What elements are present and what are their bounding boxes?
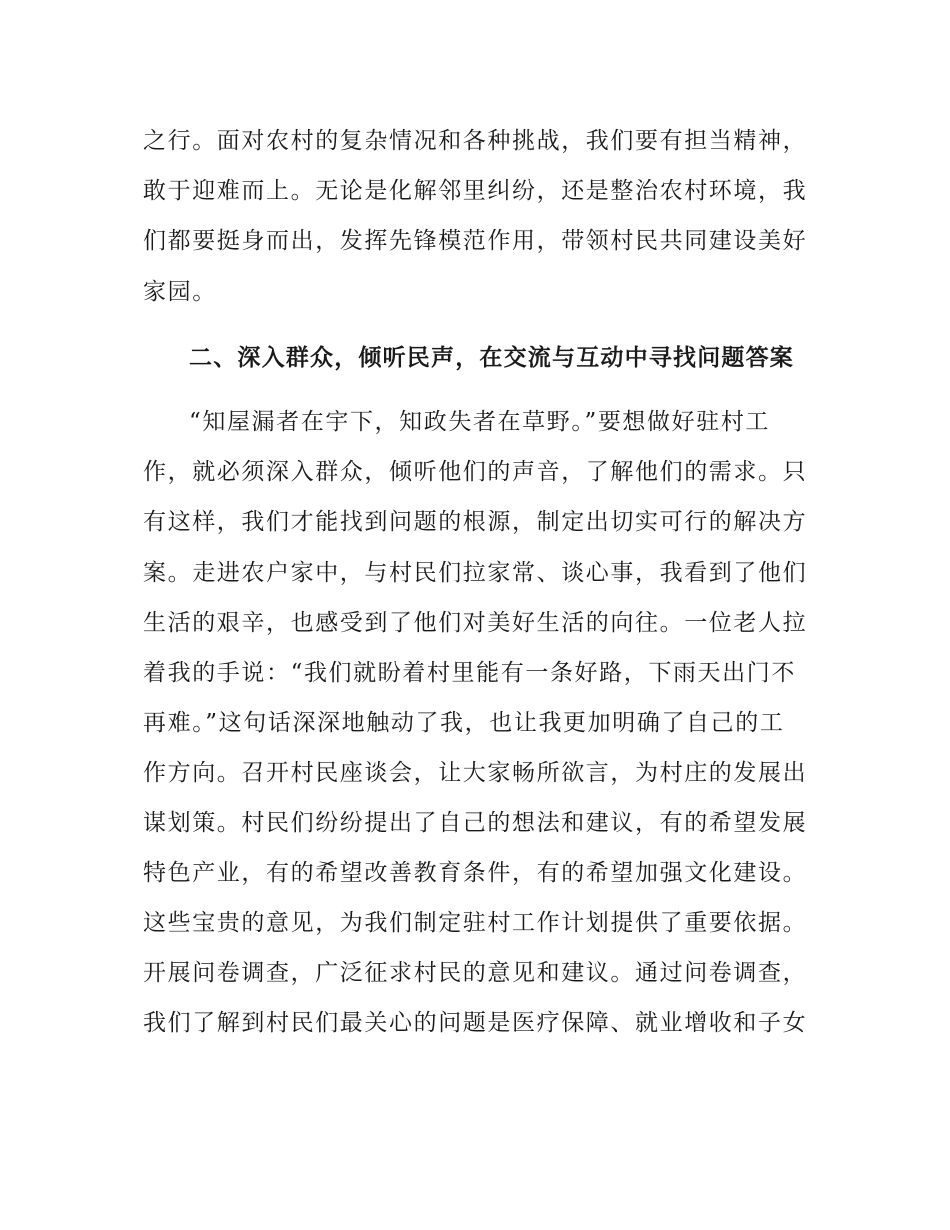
- paragraph-line: 作，就必须深入群众，倾听他们的声音，了解他们的需求。只: [143, 459, 808, 485]
- section-heading-text: 二、深入群众，倾听民声，在交流与互动中寻找问题答案: [189, 345, 794, 371]
- paragraph-line: 谋划策。村民们纷纷提出了自己的想法和建议，有的希望发展: [143, 810, 808, 836]
- paragraph-line: 有这样，我们才能找到问题的根源，制定出切实可行的解决方: [143, 509, 808, 535]
- paragraph-line: 们都要挺身而出，发挥先锋模范作用，带领村民共同建设美好: [143, 228, 808, 254]
- paragraph-line: 特色产业，有的希望改善教育条件，有的希望加强文化建设。: [143, 860, 808, 886]
- paragraph-line: 我们了解到村民们最关心的问题是医疗保障、就业增收和子女: [143, 1010, 808, 1036]
- paragraph-line: 生活的艰辛，也感受到了他们对美好生活的向往。一位老人拉: [143, 610, 808, 636]
- paragraph-line: 着我的手说：“我们就盼着村里能有一条好路，下雨天出门不: [143, 660, 796, 686]
- paragraph-line: “知屋漏者在宇下，知政失者在草野。”要想做好驻村工: [189, 409, 771, 435]
- paragraph-line: 作方向。召开村民座谈会，让大家畅所欲言，为村庄的发展出: [143, 760, 808, 786]
- paragraph-line: 之行。面对农村的复杂情况和各种挑战，我们要有担当精神，: [143, 128, 808, 154]
- paragraph-line: 这些宝贵的意见，为我们制定驻村工作计划提供了重要依据。: [143, 910, 808, 936]
- paragraph-line: 敢于迎难而上。无论是化解邻里纠纷，还是整治农村环境，我: [143, 178, 808, 204]
- paragraph-line: 家园。: [143, 279, 217, 305]
- paragraph-line: 案。走进农户家中，与村民们拉家常、谈心事，我看到了他们: [143, 560, 808, 586]
- paragraph-line: 开展问卷调查，广泛征求村民的意见和建议。通过问卷调查，: [143, 960, 808, 986]
- paragraph-line: 再难。”这句话深深地触动了我，也让我更加明确了自己的工: [143, 710, 785, 736]
